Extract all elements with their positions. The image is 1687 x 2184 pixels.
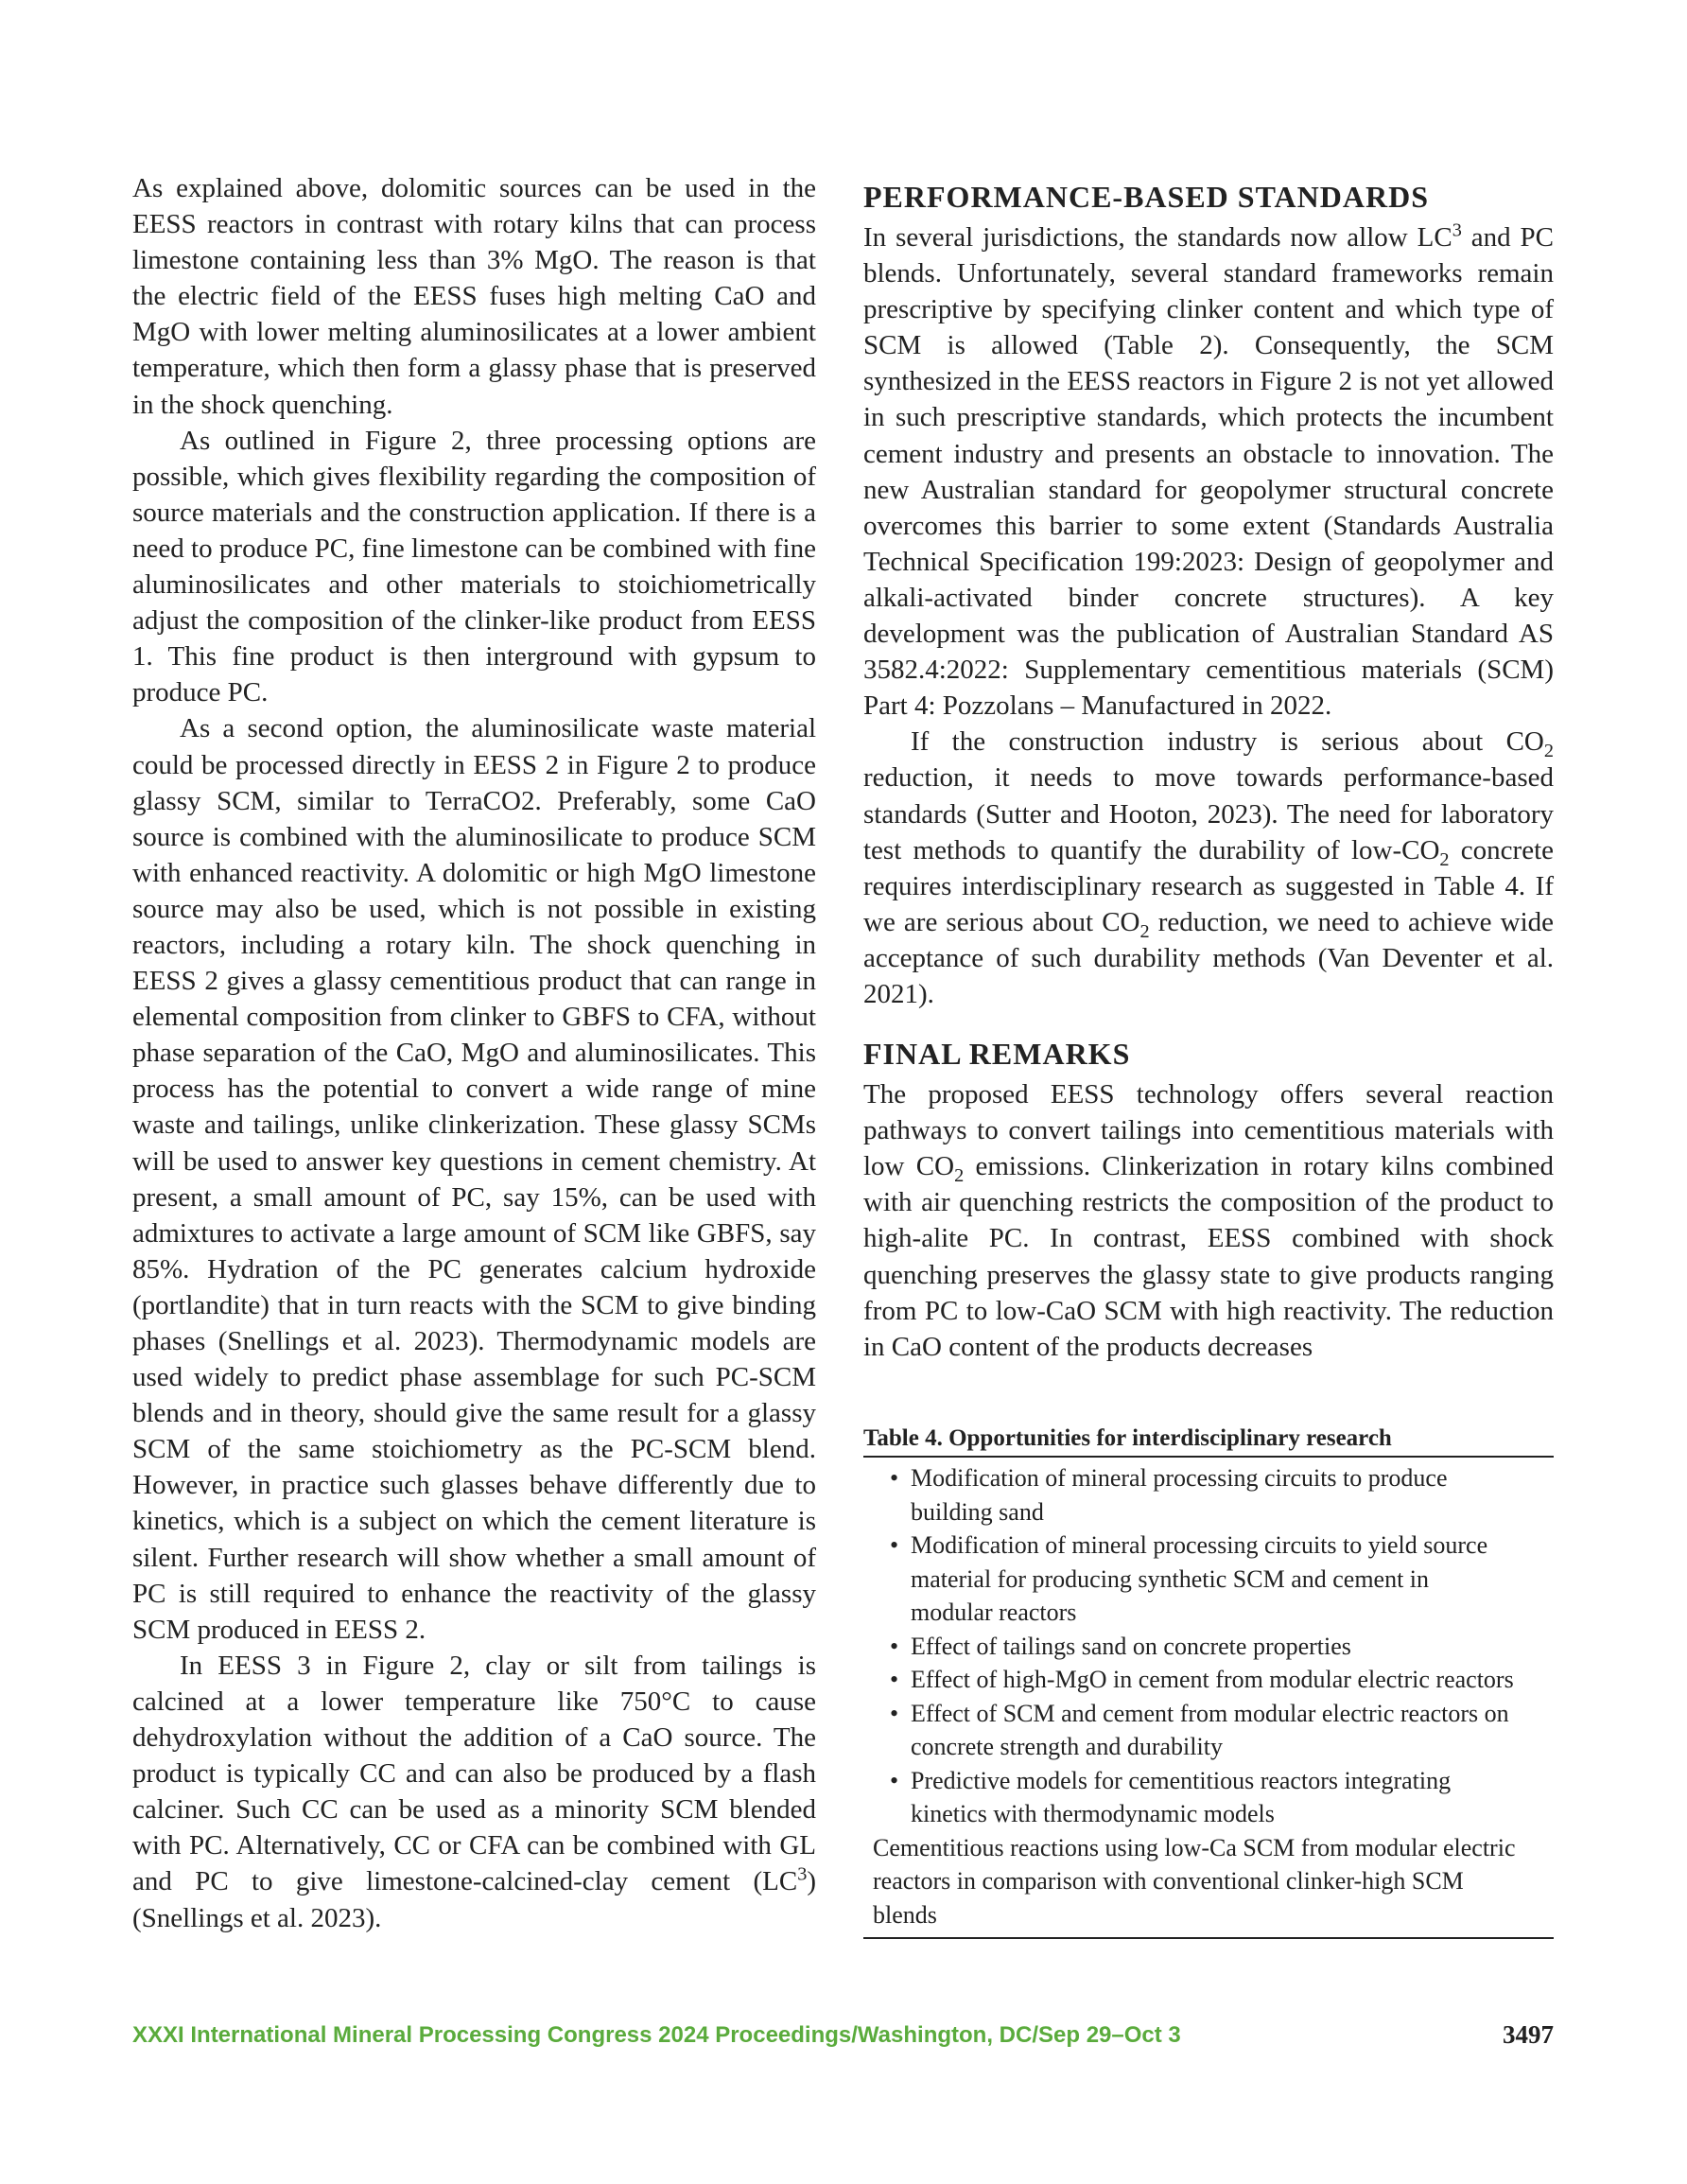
paragraph-jurisdictions (863, 219, 1554, 724)
text-run: and PC blends. Unfortunately, several standard frameworks remain prescriptive by specifying clinker content and which type of SCM is allowed (Table 2). Consequently, the SCM synthesized in the EESS reactors in Figure 2 is not yet allowed in such prescriptive standards, which protects the incumbent cement industry and presents an obstacle to innovation. The new Australian standard for geopolymer structural concrete overcomes this barrier to some extent (Standards Australia Technical Specification 199:2023: Design of geopolymer and alkali-activated binder concrete structures). A key development was the publication of Australian Standard AS 3582.4:2022: Supplementary cementitious materials (SCM) Part 4: Pozzolans – Manufactured in 2022. (863, 222, 1554, 722)
table-list-item (890, 1663, 1554, 1697)
text-run: reduction, we need to achieve wide acceptance of such durability methods (Van Deventer et al. 2021). (863, 906, 1555, 1009)
paragraph-eess3 (132, 1648, 816, 1936)
table-item-text: Modification of mineral processing circuits to yield source material for producing synthetic SCM and cement in modular reactors (911, 1531, 1488, 1626)
superscript: 3 (1452, 219, 1462, 241)
bullet-icon: • (890, 1766, 899, 1794)
bullet-icon: • (890, 1666, 899, 1693)
table-item-text: Effect of tailings sand on concrete properties (911, 1632, 1351, 1660)
table-list-item (890, 1630, 1554, 1664)
table-item-text: Effect of high-MgO in cement from modular electric reactors (911, 1666, 1514, 1693)
paragraph-dolomitic-sources: As explained above, dolomitic sources can be used in the EESS reactors in contrast with rotary kilns that can process limestone containing less than 3% MgO. The reason is that the electric field of the EESS fuses high melting CaO and MgO with lower melting aluminosilicates at a lower ambient temperature, which then form a glassy phase that is preserved in the shock quenching. (132, 173, 816, 420)
bullet-icon: • (890, 1531, 899, 1559)
text-run: If the construction industry is serious about CO (911, 726, 1544, 758)
table-item-text: Effect of SCM and cement from modular electric reactors on concrete strength and durability (911, 1699, 1509, 1760)
table-list-item (890, 1764, 1554, 1831)
table-note: Cementitious reactions using low-Ca SCM from modular electric reactors in comparison with conventional clinker-high SCM blends (873, 1833, 1516, 1929)
section-heading-performance-standards: PERFORMANCE-BASED STANDARDS (863, 180, 1429, 214)
text-run: In EESS 3 in Figure 2, clay or silt from tailings is calcined at a lower temperature like 750°C to cause dehydroxylation without the addition of a CaO source. The product is typically CC and can also be produced by a flash calciner. Such CC can be used as a minority SCM blended with PC. Alternatively, CC or CFA can be combined with GL and PC to give limestone-calcined-clay cement (LC (132, 1650, 816, 1897)
page-number: 3497 (1503, 2020, 1554, 2049)
section-heading-final-remarks: FINAL REMARKS (863, 1037, 1131, 1072)
table-list-item (890, 1697, 1554, 1764)
paragraph-co2-reduction (863, 724, 1554, 1012)
table-4 (863, 1424, 1554, 1939)
table-item-text: Predictive models for cementitious reactors integrating kinetics with thermodynamic models (911, 1766, 1452, 1827)
right-column (863, 170, 1554, 1365)
text-run: reduction, it needs to move towards performance-based standards (Sutter and Hooton, 2023). The need for laboratory test methods to quantify the durability of low-CO (863, 762, 1554, 865)
table-item-text: Modification of mineral processing circuits to produce building sand (911, 1464, 1448, 1526)
superscript: 3 (797, 1863, 808, 1885)
text-run: ) (Snellings et al. 2023). (132, 1866, 816, 1933)
paragraph-second-option: As a second option, the aluminosilicate waste material could be processed directly in EESS 2 in Figure 2 to produce glassy SCM, similar to TerraCO2. Preferably, some CaO source is combined with the aluminosilicate to produce SCM with enhanced reactivity. A dolomitic or high MgO limestone source may also be used, which is not possible in existing reactors, including a rotary kiln. The shock quenching in EESS 2 gives a glassy cementitious product that can range in elemental composition from clinker to GBFS to CFA, without phase separation of the CaO, MgO and aluminosilicates. This process has the potential to convert a wide range of mine waste and tailings, unlike clinkerization. These glassy SCMs will be used to answer key questions in cement chemistry. At present, a small amount of PC, say 15%, can be used with admixtures to activate a large amount of SCM like GBFS, say 85%. Hydration of the PC generates calcium hydroxide (portlandite) that in turn reacts with the SCM to give binding phases (Snellings et al. 2023). Thermodynamic models are used widely to predict phase assemblage for such PC-SCM blends and in theory, should give the same result for a glassy SCM of the same stoichiometry as the PC-SCM blend. However, in practice such glasses behave differently due to kinetics, which is a subject on which the cement literature is silent. Further research will show whether a small amount of PC is still required to enhance the reactivity of the glassy SCM produced in EESS 2. (132, 713, 816, 1645)
text-run: emissions. Clinkerization in rotary kilns combined with air quenching restricts the composition of the product to high-alite PC. In contrast, EESS combined with shock quenching preserves the glassy state to give products ranging from PC to low-CaO SCM with high reactivity. The reduction in CaO content of the products decreases (863, 1151, 1555, 1362)
table-bottom-rule (863, 1937, 1554, 1939)
text-run: The proposed EESS technology offers several reaction pathways to convert tailings into cementitious materials with low CO (863, 1079, 1554, 1182)
subscript: 2 (1543, 741, 1554, 762)
bullet-icon: • (890, 1699, 899, 1727)
text-run: In several jurisdictions, the standards now allow LC (863, 222, 1452, 253)
page-footer (132, 2022, 1554, 2060)
conference-name: XXXI International Mineral Processing Congress 2024 Proceedings/Washington, DC/Sep 29–Oct 3 (132, 2022, 1181, 2048)
paragraph-processing-options: As outlined in Figure 2, three processing options are possible, which gives flexibility regarding the composition of source materials and the construction application. If there is a need to produce PC, fine limestone can be combined with fine aluminosilicates and other materials to stoichiometrically adjust the composition of the clinker-like product from EESS 1. This fine product is then interground with gypsum to produce PC. (132, 425, 816, 708)
bullet-icon: • (890, 1632, 899, 1660)
table-caption: Table 4. Opportunities for interdisciplinary research (863, 1424, 1554, 1458)
table-list-item (890, 1461, 1554, 1529)
bullet-icon: • (890, 1464, 899, 1492)
table-list-item (890, 1529, 1554, 1630)
table-item-list (863, 1461, 1554, 1831)
subscript: 2 (954, 1165, 965, 1187)
text-run: concrete requires interdisciplinary research as suggested in Table 4. If we are serious about CO (863, 834, 1554, 937)
left-column (132, 170, 816, 1936)
paragraph-final-remarks (863, 1076, 1554, 1365)
subscript: 2 (1439, 848, 1450, 870)
subscript: 2 (1139, 920, 1150, 942)
